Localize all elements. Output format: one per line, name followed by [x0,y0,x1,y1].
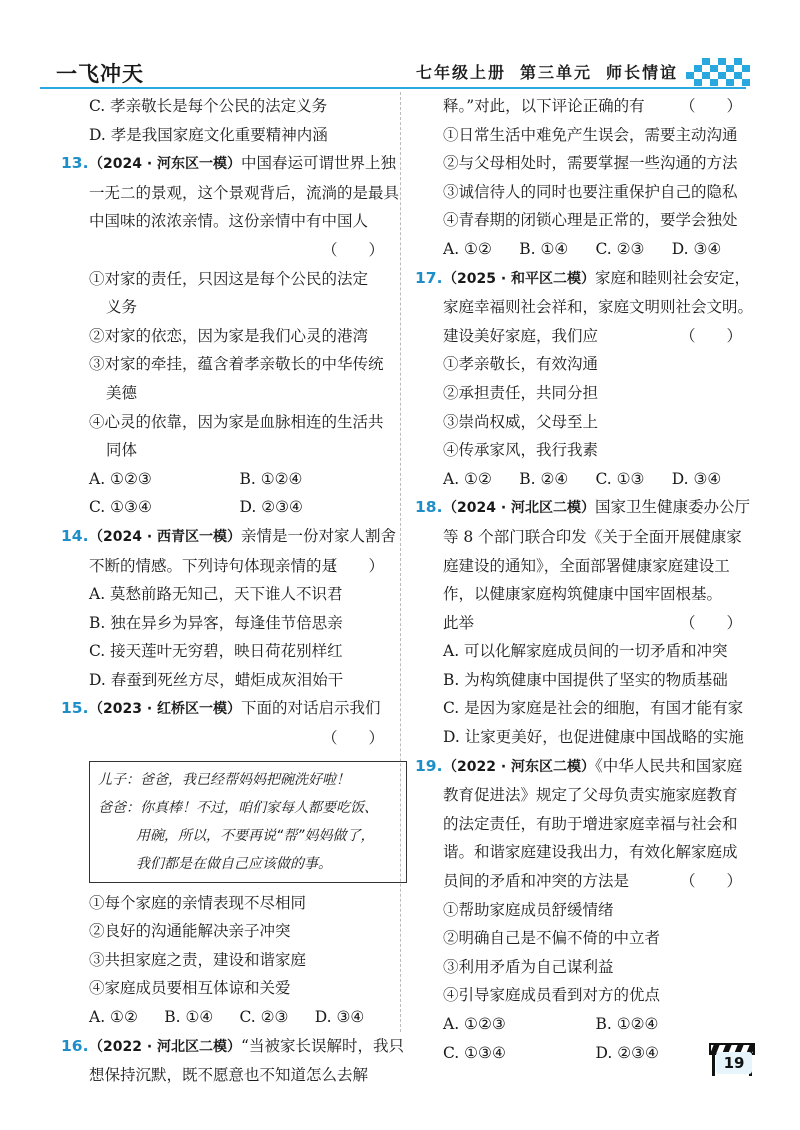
q19-number: 19. [415,756,443,775]
q18-text: 等 8 个部门联合印发《关于全面开展健康家 [443,527,742,546]
q13-choices [58,493,390,522]
q16-stem [58,1032,404,1062]
choice-d: D. ③④ [314,1008,365,1027]
header-rule [40,87,746,89]
choice-a: A. ①②③ [443,1015,506,1033]
dialogue-line: 用碗，所以，不要再说“帮”妈妈做了， [136,827,375,844]
q14-text [58,552,390,581]
checker-pattern-icon [686,52,750,86]
column-divider [400,92,401,1032]
q17-item: ④传承家风，我行我素 [443,441,599,460]
choice-b: B. ①②④ [595,1015,659,1033]
q13-item: ④心灵的依靠，因为家是血脉相连的生活共 [89,412,384,431]
brand-text: 一飞冲天 [56,62,144,86]
choice-d: D. ③④ [671,469,722,488]
choice-d: D. ③④ [671,239,722,258]
q13-stem [58,149,397,179]
q15-answer-paren [58,724,390,753]
q13-item: ③对家的牵挂，蕴含着孝亲敬长的中华传统 [89,355,384,374]
answer-paren: （ ） [679,97,742,115]
q13-item: 义务 [106,298,138,317]
q15-stem [58,694,390,724]
choice-b: B. ①②④ [239,469,303,488]
q19-choices [412,1039,748,1068]
q16-text: 释。”对此，以下评论正确的有 [443,97,645,115]
dialogue-line: 我们都是在做自己应该做的事。 [136,855,332,872]
q18-option: C. 是因为家庭是社会的细胞，有国才能有家 [443,699,744,718]
choice-c: C. ②③ [595,239,645,258]
q18-source: （2024 · 河北区二模） [443,500,596,517]
q17-source: （2025 · 和平区二模） [443,270,596,287]
unit-label: 第三单元 [519,63,592,82]
q16-item: ②与父母相处时，需要掌握一些沟通的方法 [443,154,738,173]
dialogue-line: 儿子：爸爸，我已经帮妈妈把碗洗好啦！ [98,771,350,788]
choice-b: B. ①④ [164,1008,214,1027]
q14-option: A. 莫愁前路无知己，天下谁人不识君 [89,585,343,604]
q13-item: ②对家的依恋，因为家是我们心灵的港湾 [89,326,369,345]
q14-text: 亲情是一份对家人割舍 [241,526,397,545]
q19-text: 的法定责任，有助于增进家庭幸福与社会和 [443,814,738,833]
q13-text: 中国春运可谓世界上独 [241,154,397,173]
choice-c: C. ①③④ [443,1043,506,1062]
brand-logo [56,58,144,88]
q14-option: B. 独在异乡为异客，每逢佳节倍思亲 [89,613,343,632]
q16-item: ③诚信待人的同时也要注重保护自己的隐私 [443,182,738,201]
choice-c: C. ①③ [595,469,645,488]
q19-item: ③利用矛盾为自己谋利益 [443,957,614,976]
q19-text-line: 员间的矛盾和冲突的方法是 [443,872,630,891]
q17-item: ②承担责任，共同分担 [443,383,599,402]
q12-option-d: D. 孝是我国家庭文化重要精神内涵 [89,125,328,144]
answer-paren: （ ） [679,872,742,891]
section-label: 师长情谊 [605,63,678,82]
q18-text-line: 此举 [443,613,475,632]
q13-text: 中国味的浓浓亲情。这份亲情中有中国人 [89,212,369,231]
choice-c: C. ①③④ [89,498,152,517]
dialogue-line: 爸爸：你真棒！不过，咱们家每人都要吃饭、 [98,799,378,816]
q15-source: （2023 · 红桥区一模） [89,701,242,718]
q17-text: 家庭和睦则社会安定， [595,268,751,287]
q14-text-line: 不断的情感。下列诗句体现亲情的是 [89,556,338,575]
q18-option: A. 可以化解家庭成员间的一切矛盾和冲突 [443,642,728,661]
choice-a: A. ①②③ [89,469,152,488]
q13-source: （2024 · 河东区一模） [89,156,242,173]
q19-text: 谐。和谐家庭建设我出力，有效化解家庭成 [443,843,738,862]
q17-stem [412,264,751,294]
q19-text: 《中华人民共和国家庭 [595,756,743,775]
q19-item: ④引导家庭成员看到对方的优点 [443,986,661,1005]
q18-stem [412,493,751,523]
q13-item: 同体 [106,441,138,460]
q16-choices [412,235,748,264]
q16-item: ①日常生活中难免产生误会，需要主动沟通 [443,125,738,144]
q13-answer-paren [58,236,390,265]
answer-paren: （ ） [321,240,384,259]
q18-text: 国家卫生健康委办公厅 [595,498,751,517]
q18-option: D. 让家更美好，也促进健康中国战略的实施 [443,728,744,747]
choice-d: D. ②③④ [595,1043,659,1062]
q17-text-line: 建设美好家庭，我们应 [443,326,599,345]
q19-item: ②明确自己是不偏不倚的中立者 [443,929,661,948]
q19-text [412,867,748,896]
q13-number: 13. [61,154,89,173]
q13-item: ①对家的责任，只因这是每个公民的法定 [89,269,369,288]
q17-number: 17. [415,268,443,287]
choice-b: B. ②④ [519,469,569,488]
q16-continued [412,92,748,121]
q13-item: 美德 [106,383,138,402]
choice-a: A. ①② [89,1008,138,1027]
choice-d: D. ②③④ [239,498,303,517]
q14-number: 14. [61,526,89,545]
choice-a: A. ①② [443,469,492,488]
header-title [402,60,678,83]
page-header [40,48,760,88]
q15-item: ①每个家庭的亲情表现不尽相同 [89,893,307,912]
q16-source: （2022 · 河北区二模） [89,1038,242,1055]
q19-item: ①帮助家庭成员舒缓情绪 [443,900,614,919]
q19-source: （2022 · 河东区二模） [443,758,596,775]
q17-text [412,322,748,351]
q19-text: 教育促进法》规定了父母负责实施家庭教育 [443,786,738,805]
q14-stem [58,522,397,552]
q15-item: ③共担家庭之责，建设和谐家庭 [89,950,307,969]
q15-item: ②良好的沟通能解决亲子冲突 [89,922,291,941]
q17-item: ③崇尚权威，父母至上 [443,412,599,431]
q18-text: 庭建设的通知》，全面部署健康家庭建设工 [443,556,730,575]
dialogue-box [89,761,407,883]
choice-a: A. ①② [443,239,492,258]
q19-stem [412,752,748,782]
q18-text [412,609,748,638]
answer-paren: （ ） [321,556,384,575]
q16-text: “当被家长误解时，我只 [241,1036,404,1055]
q14-option: C. 接天莲叶无穷碧，映日荷花别样红 [89,642,343,661]
q18-text: 作，以健康家庭构筑健康中国牢固根基。 [443,585,723,604]
q15-number: 15. [61,699,89,718]
q13-text: 一无二的景观，这个景观背后，流淌的是最具 [89,183,400,202]
q19-choices [412,1010,748,1039]
choice-b: B. ①④ [519,239,569,258]
q16-text: 想保持沉默，既不愿意也不知道怎么去解 [89,1066,369,1085]
q18-number: 18. [415,498,443,517]
q18-option: B. 为构筑健康中国提供了坚实的物质基础 [443,670,728,689]
q16-number: 16. [61,1036,89,1055]
answer-paren: （ ） [679,613,742,632]
q15-text: 下面的对话启示我们 [241,699,381,718]
q14-source: （2024 · 西青区一模） [89,528,242,545]
q17-item: ①孝亲敬长，有效沟通 [443,355,599,374]
q15-choices [58,1003,390,1032]
q17-choices [412,465,748,494]
q16-item: ④青春期的闭锁心理是正常的，要学会独处 [443,211,738,230]
q14-option: D. 春蚕到死丝方尽，蜡炬成灰泪始干 [89,670,344,689]
choice-c: C. ②③ [239,1008,289,1027]
answer-paren: （ ） [321,729,384,748]
right-column [412,92,754,1067]
book-label: 七年级上册 [415,63,506,82]
q15-item: ④家庭成员要相互体谅和关爱 [89,979,291,998]
page-number: 19 [716,1052,752,1074]
q12-option-c: C. 孝亲敬长是每个公民的法定义务 [89,97,328,115]
answer-paren: （ ） [679,326,742,345]
left-column [58,92,404,1090]
q17-text: 家庭幸福则社会祥和，家庭文明则社会文明。 [443,298,754,317]
q13-choices [58,465,390,494]
